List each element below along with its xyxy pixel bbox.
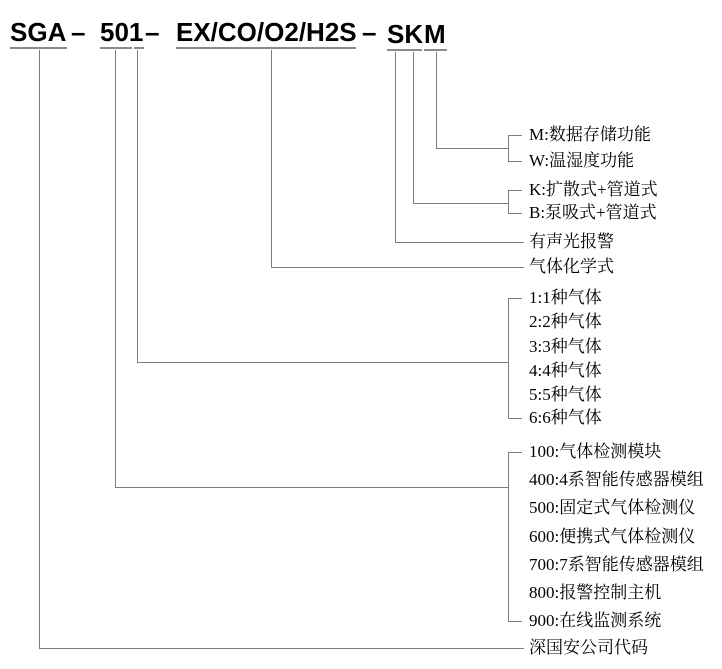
legend-series-600: 600:便携式气体检测仪 (529, 527, 696, 546)
bracket-function-stub-bottom (508, 161, 522, 162)
bracket-sampling-stub-bottom (508, 213, 522, 214)
title-dash-3: – (362, 17, 377, 47)
model-segment-series: 501 (100, 17, 144, 47)
legend-gas-count-6: 6:6种气体 (529, 408, 602, 427)
underline-series-50 (100, 47, 132, 49)
connector-company (39, 648, 524, 649)
legend-gas-count-2: 2:2种气体 (529, 312, 602, 331)
legend-series-900: 900:在线监测系统 (529, 611, 662, 630)
bracket-sampling-stub-top (508, 190, 522, 191)
bracket-series-stub-top (508, 452, 522, 453)
bracket-gas-count-options (508, 298, 509, 419)
legend-gas-count-1: 1:1种气体 (529, 288, 602, 307)
model-segment-company: SGA (10, 17, 67, 47)
model-segment-gases: EX/CO/O2/H2S (176, 17, 357, 47)
connector-alarm (395, 242, 524, 243)
legend-sampling-b: B:泵吸式+管道式 (529, 203, 657, 222)
drop-line-function (436, 52, 437, 148)
legend-function-w: W:温湿度功能 (529, 151, 635, 170)
legend-gas-count-5: 5:5种气体 (529, 385, 602, 404)
drop-line-gas-count (137, 50, 138, 362)
model-segment-function: M (424, 19, 446, 49)
bracket-gas-count-stub-top (508, 298, 522, 299)
title-dash-2: – (145, 17, 160, 47)
underline-sampling (387, 49, 422, 51)
legend-gas-count-4: 4:4种气体 (529, 361, 602, 380)
legend-series-700: 700:7系智能传感器模组 (529, 555, 704, 574)
drop-line-sampling (413, 52, 414, 203)
drop-line-alarm (395, 52, 396, 242)
title-dash-1: – (71, 17, 86, 47)
legend-sampling-k: K:扩散式+管道式 (529, 180, 658, 199)
legend-company-code: 深国安公司代码 (529, 638, 648, 657)
connector-gas-count (137, 362, 508, 363)
bracket-function-options (508, 135, 509, 162)
legend-gas-formula: 气体化学式 (529, 257, 614, 276)
drop-line-gases (271, 50, 272, 267)
legend-series-500: 500:固定式气体检测仪 (529, 498, 696, 517)
bracket-function-stub-top (508, 135, 522, 136)
drop-line-company (39, 50, 40, 648)
underline-series-1 (134, 47, 144, 49)
drop-line-series (115, 50, 116, 487)
model-segment-sampling: SK (387, 19, 424, 49)
legend-series-400: 400:4系智能传感器模组 (529, 470, 704, 489)
legend-gas-count-3: 3:3种气体 (529, 337, 602, 356)
legend-function-m: M:数据存储功能 (529, 125, 651, 144)
legend-series-800: 800:报警控制主机 (529, 583, 662, 602)
connector-series (115, 487, 508, 488)
bracket-series-stub-bottom (508, 621, 522, 622)
bracket-series-options (508, 452, 509, 622)
bracket-gas-count-stub-bottom (508, 418, 522, 419)
underline-function (424, 49, 447, 51)
connector-sampling (413, 203, 508, 204)
connector-function (436, 148, 508, 149)
underline-gases (176, 47, 356, 49)
legend-alarm: 有声光报警 (529, 232, 614, 251)
underline-company (10, 47, 67, 49)
legend-series-100: 100:气体检测模块 (529, 442, 662, 461)
bracket-sampling-options (508, 190, 509, 214)
connector-gases (271, 267, 524, 268)
